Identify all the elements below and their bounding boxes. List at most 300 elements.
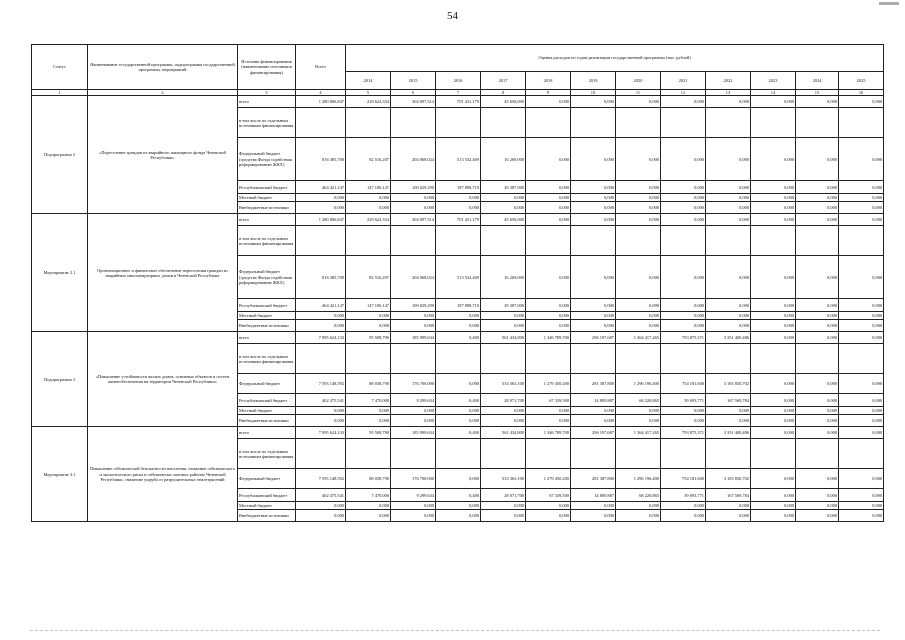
cell-year-value: 9 299,634 — [391, 489, 436, 502]
table-row — [32, 214, 884, 226]
cell-year-value: 0,000 — [706, 415, 751, 427]
cell-year-value: 0,000 — [481, 502, 526, 510]
cell-year-value: 0,000 — [346, 312, 391, 320]
cell-total: 0,000 — [296, 510, 346, 522]
cell-year-value: 0,000 — [796, 96, 839, 108]
cell-year-value — [839, 344, 884, 374]
cell-year-value: 0,000 — [616, 181, 661, 194]
cell-year-value: 0,000 — [616, 214, 661, 226]
cell-year-value: 88 038,790 — [346, 374, 391, 394]
cell-year-value: 0,000 — [661, 96, 706, 108]
cell-year-value: 0,000 — [839, 332, 884, 344]
funding-source: Республиканский бюджет — [238, 489, 296, 502]
cell-year-value: 281 387,800 — [571, 469, 616, 489]
cell-year-value: 67 339,500 — [526, 394, 571, 407]
cell-year-value: 100 029,290 — [391, 181, 436, 194]
cell-year-value — [481, 108, 526, 138]
cell-total: 7 593 148,592 — [296, 374, 346, 394]
column-index: 3 — [238, 90, 296, 96]
cell-year-value: 0,000 — [526, 415, 571, 427]
cell-year-value: 533 363,100 — [481, 374, 526, 394]
cell-year-value: 0,000 — [571, 320, 616, 332]
cell-year-value: 0,000 — [839, 96, 884, 108]
cell-year-value: 185 999,634 — [391, 332, 436, 344]
cell-year-value: 0,000 — [796, 202, 839, 214]
funding-source: Федеральный бюджет (средства Фонда содействия реформированию ЖКХ) — [238, 256, 296, 299]
funding-source: всего — [238, 96, 296, 108]
cell-year-value: 0,000 — [571, 96, 616, 108]
cell-year-value: 0,000 — [661, 415, 706, 427]
cell-year-value: 9 299,634 — [391, 394, 436, 407]
column-index: 15 — [796, 90, 839, 96]
cell-year-value: 0,000 — [526, 312, 571, 320]
table-row — [32, 427, 884, 439]
cell-year-value: 0,000 — [391, 202, 436, 214]
funding-source: Местный бюджет — [238, 407, 296, 415]
cell-year-value: 513 532,469 — [436, 256, 481, 299]
cell-year-value: 0,000 — [839, 489, 884, 502]
cell-year-value: 229 622,354 — [346, 96, 391, 108]
funding-source: всего — [238, 427, 296, 439]
cell-year-value: 0,000 — [481, 407, 526, 415]
cell-year-value: 0,000 — [526, 407, 571, 415]
cell-year-value: 0,000 — [436, 502, 481, 510]
cell-year-value: 0,000 — [796, 312, 839, 320]
cell-year-value — [391, 226, 436, 256]
cell-year-value: 95 508,790 — [346, 427, 391, 439]
cell-total: 1 280 806,847 — [296, 96, 346, 108]
cell-year-value: 1 279 450,200 — [526, 469, 571, 489]
cell-year-value: 701 431,179 — [436, 96, 481, 108]
cell-year-value: 1 296 196,400 — [616, 469, 661, 489]
cell-year-value: 0,000 — [481, 415, 526, 427]
cell-year-value — [346, 439, 391, 469]
cell-year-value: 187 898,710 — [436, 181, 481, 194]
cell-year-value: 0,000 — [436, 374, 481, 394]
cell-year-value: 304 097,314 — [391, 96, 436, 108]
cell-year-value: 0,000 — [616, 312, 661, 320]
cell-year-value: 0,000 — [796, 299, 839, 312]
cell-total: 0,000 — [296, 320, 346, 332]
cell-year-value — [346, 108, 391, 138]
cell-year-value: 0,000 — [839, 320, 884, 332]
cell-year-value — [706, 439, 751, 469]
cell-year-value: 0,000 — [526, 502, 571, 510]
cell-year-value: 0,000 — [839, 202, 884, 214]
cell-year-value: 187 898,710 — [436, 299, 481, 312]
cell-year-value: 68 220,865 — [616, 394, 661, 407]
scan-footer-noise — [30, 630, 880, 633]
cell-year-value: 0,000 — [796, 256, 839, 299]
cell-year-value — [796, 344, 839, 374]
column-index: 14 — [751, 90, 796, 96]
cell-year-value: 0,000 — [751, 320, 796, 332]
scan-corner-mark — [879, 2, 899, 5]
block-name: Организационное и финансовое обеспечение переселения граждан из аварийных многоквартирных домов в Чеченской Республике — [88, 214, 238, 332]
cell-year-value: 0,400 — [436, 394, 481, 407]
cell-year-value: 0,000 — [796, 138, 839, 181]
cell-year-value — [526, 344, 571, 374]
header-year: 2015 — [391, 72, 436, 90]
cell-year-value: 0,000 — [661, 194, 706, 202]
cell-year-value: 0,000 — [391, 312, 436, 320]
cell-year-value: 0,000 — [391, 194, 436, 202]
cell-year-value: 0,000 — [796, 394, 839, 407]
cell-year-value: 0,000 — [571, 181, 616, 194]
cell-year-value — [391, 108, 436, 138]
cell-year-value: 561 434,800 — [481, 332, 526, 344]
cell-year-value: 0,000 — [436, 510, 481, 522]
cell-year-value: 0,000 — [751, 138, 796, 181]
cell-total: 7 995 624,133 — [296, 427, 346, 439]
cell-total — [296, 108, 346, 138]
block-name: «Повышение устойчивости жилых домов, основных объектов и систем жизнеобеспечения на территории Чеченской Республики» — [88, 332, 238, 427]
cell-year-value: 0,000 — [751, 415, 796, 427]
cell-year-value: 296 197,687 — [571, 427, 616, 439]
cell-year-value: 0,000 — [796, 510, 839, 522]
cell-year-value: 281 387,800 — [571, 374, 616, 394]
header-estimate: Оценка расходов по годам реализации государственной программы (тыс. рублей) — [346, 45, 884, 72]
cell-year-value: 0,000 — [839, 469, 884, 489]
cell-year-value: 0,000 — [751, 202, 796, 214]
cell-year-value: 0,000 — [706, 320, 751, 332]
header-year: 2017 — [481, 72, 526, 90]
cell-year-value — [526, 226, 571, 256]
cell-year-value: 793 875,371 — [661, 332, 706, 344]
cell-year-value: 0,000 — [526, 299, 571, 312]
cell-year-value: 0,000 — [481, 510, 526, 522]
cell-total: 0,000 — [296, 502, 346, 510]
cell-year-value: 0,000 — [616, 407, 661, 415]
cell-year-value — [616, 439, 661, 469]
cell-year-value: 67 339,500 — [526, 489, 571, 502]
column-index: 6 — [391, 90, 436, 96]
cell-year-value — [391, 439, 436, 469]
column-index: 8 — [481, 90, 526, 96]
cell-year-value: 0,000 — [616, 299, 661, 312]
header-year: 2018 — [526, 72, 571, 90]
cell-year-value: 0,000 — [616, 256, 661, 299]
cell-year-value: 0,000 — [571, 502, 616, 510]
cell-year-value — [526, 108, 571, 138]
cell-total: 816 385,700 — [296, 138, 346, 181]
cell-year-value: 701 431,179 — [436, 214, 481, 226]
cell-total: 0,000 — [296, 202, 346, 214]
cell-year-value: 0,000 — [481, 202, 526, 214]
cell-year-value: 0,000 — [571, 202, 616, 214]
column-index: 5 — [346, 90, 391, 96]
cell-year-value: 0,000 — [526, 96, 571, 108]
cell-year-value: 0,000 — [751, 489, 796, 502]
cell-year-value — [571, 108, 616, 138]
cell-year-value: 0,000 — [796, 374, 839, 394]
header-year: 2014 — [346, 72, 391, 90]
cell-year-value — [571, 344, 616, 374]
cell-year-value: 0,000 — [751, 374, 796, 394]
cell-year-value: 754 181,600 — [661, 374, 706, 394]
column-index: 2 — [88, 90, 238, 96]
cell-total: 0,000 — [296, 415, 346, 427]
cell-total: 7 995 624,133 — [296, 332, 346, 344]
cell-year-value: 0,000 — [571, 415, 616, 427]
cell-total — [296, 226, 346, 256]
header-year: 2019 — [571, 72, 616, 90]
cell-year-value: 14 809,887 — [571, 489, 616, 502]
cell-year-value: 0,000 — [839, 502, 884, 510]
cell-year-value: 39 693,771 — [661, 489, 706, 502]
cell-year-value: 561 434,800 — [481, 427, 526, 439]
block-status: Подпрограмма 3 — [32, 332, 88, 427]
cell-year-value — [839, 439, 884, 469]
funding-source: Местный бюджет — [238, 502, 296, 510]
cell-total: 464 421,147 — [296, 181, 346, 194]
cell-year-value: 0,000 — [839, 407, 884, 415]
cell-year-value — [796, 108, 839, 138]
cell-year-value: 0,000 — [839, 194, 884, 202]
cell-total: 0,000 — [296, 194, 346, 202]
cell-year-value: 100 029,290 — [391, 299, 436, 312]
cell-year-value — [481, 344, 526, 374]
cell-year-value — [751, 108, 796, 138]
cell-year-value — [616, 226, 661, 256]
cell-year-value — [526, 439, 571, 469]
block-status: Мероприятие 3.1 — [32, 427, 88, 522]
cell-year-value: 176 700,000 — [391, 469, 436, 489]
cell-total: 816 385,700 — [296, 256, 346, 299]
cell-year-value: 0,000 — [661, 214, 706, 226]
cell-year-value: 82 516,207 — [346, 256, 391, 299]
cell-year-value: 0,000 — [526, 320, 571, 332]
cell-year-value: 0,000 — [346, 415, 391, 427]
cell-year-value: 0,000 — [661, 510, 706, 522]
cell-year-value: 229 622,354 — [346, 214, 391, 226]
funding-source: Внебюджетные источники — [238, 510, 296, 522]
header-total: Всего — [296, 45, 346, 90]
header-source: Источник финансирования (наименование источников финансирования) — [238, 45, 296, 90]
cell-year-value: 0,000 — [706, 256, 751, 299]
cell-total: 0,000 — [296, 407, 346, 415]
cell-year-value: 167 569,784 — [706, 489, 751, 502]
cell-year-value: 0,000 — [839, 138, 884, 181]
cell-year-value: 0,000 — [571, 407, 616, 415]
cell-year-value: 793 875,371 — [661, 427, 706, 439]
header-year: 2021 — [661, 72, 706, 90]
cell-year-value — [436, 344, 481, 374]
cell-year-value: 0,000 — [436, 312, 481, 320]
cell-year-value: 0,000 — [391, 415, 436, 427]
cell-year-value: 0,400 — [436, 427, 481, 439]
cell-year-value: 0,000 — [751, 510, 796, 522]
funding-source: в том числе по отдельным источникам финансирования — [238, 108, 296, 138]
cell-year-value — [346, 344, 391, 374]
cell-year-value: 0,000 — [751, 299, 796, 312]
cell-year-value: 0,000 — [391, 320, 436, 332]
funding-source: всего — [238, 214, 296, 226]
block-name: «Переселение граждан из аварийного жилищного фонда Чеченской Республики» — [88, 96, 238, 214]
cell-year-value — [661, 108, 706, 138]
funding-source: Внебюджетные источники — [238, 320, 296, 332]
funding-source: Федеральный бюджет — [238, 469, 296, 489]
cell-year-value: 0,000 — [391, 510, 436, 522]
cell-year-value — [346, 226, 391, 256]
funding-source: Федеральный бюджет — [238, 374, 296, 394]
cell-year-value: 0,000 — [661, 256, 706, 299]
cell-year-value: 0,000 — [796, 489, 839, 502]
cell-year-value: 176 700,000 — [391, 374, 436, 394]
cell-year-value: 29 387,000 — [481, 181, 526, 194]
cell-year-value: 3 351 400,486 — [706, 427, 751, 439]
cell-year-value: 0,000 — [796, 194, 839, 202]
cell-year-value: 45 656,000 — [481, 96, 526, 108]
cell-year-value: 0,000 — [796, 332, 839, 344]
table-row — [32, 96, 884, 108]
cell-total: 7 593 148,592 — [296, 469, 346, 489]
cell-year-value: 0,000 — [391, 502, 436, 510]
block-status: Подпрограмма 2 — [32, 96, 88, 214]
cell-year-value: 0,000 — [706, 214, 751, 226]
cell-year-value: 0,000 — [796, 415, 839, 427]
cell-year-value: 0,000 — [436, 320, 481, 332]
cell-year-value: 0,000 — [436, 469, 481, 489]
header-name: Наименование государственной программы, подпрограммы государственной программы, мероприятий — [88, 45, 238, 90]
cell-year-value: 0,000 — [346, 502, 391, 510]
cell-year-value: 0,000 — [481, 320, 526, 332]
cell-year-value: 0,000 — [571, 256, 616, 299]
cell-year-value: 0,000 — [481, 194, 526, 202]
cell-year-value — [796, 226, 839, 256]
cell-year-value: 147 106,147 — [346, 181, 391, 194]
cell-year-value: 0,000 — [661, 320, 706, 332]
cell-year-value: 0,000 — [616, 202, 661, 214]
cell-year-value: 0,000 — [391, 407, 436, 415]
cell-year-value: 0,000 — [571, 312, 616, 320]
cell-year-value: 0,000 — [839, 214, 884, 226]
cell-year-value: 204 068,024 — [391, 138, 436, 181]
cell-year-value: 0,000 — [616, 194, 661, 202]
cell-year-value: 0,000 — [346, 407, 391, 415]
cell-year-value: 0,000 — [436, 194, 481, 202]
cell-year-value — [661, 226, 706, 256]
cell-year-value: 39 693,771 — [661, 394, 706, 407]
cell-total — [296, 439, 346, 469]
cell-year-value: 0,000 — [706, 407, 751, 415]
cell-year-value — [481, 439, 526, 469]
funding-source: Внебюджетные источники — [238, 202, 296, 214]
cell-year-value: 0,000 — [526, 194, 571, 202]
funding-source: в том числе по отдельным источникам финансирования — [238, 439, 296, 469]
header-year: 2016 — [436, 72, 481, 90]
cell-year-value: 0,000 — [436, 407, 481, 415]
cell-year-value: 0,000 — [661, 181, 706, 194]
cell-year-value: 0,000 — [571, 194, 616, 202]
cell-year-value: 0,000 — [839, 181, 884, 194]
cell-year-value — [616, 108, 661, 138]
cell-year-value — [436, 226, 481, 256]
funding-source: Республиканский бюджет — [238, 299, 296, 312]
cell-year-value — [706, 226, 751, 256]
cell-year-value: 3 183 830,702 — [706, 374, 751, 394]
cell-year-value: 0,000 — [839, 374, 884, 394]
funding-source: Внебюджетные источники — [238, 415, 296, 427]
cell-year-value — [796, 439, 839, 469]
funding-source: Федеральный бюджет (средства Фонда содействия реформированию ЖКХ) — [238, 138, 296, 181]
table-row — [32, 332, 884, 344]
cell-year-value — [706, 108, 751, 138]
cell-year-value: 204 068,024 — [391, 256, 436, 299]
cell-year-value: 82 516,207 — [346, 138, 391, 181]
cell-year-value — [571, 226, 616, 256]
cell-year-value: 0,000 — [751, 194, 796, 202]
cell-year-value: 28 071,700 — [481, 394, 526, 407]
cell-year-value — [661, 439, 706, 469]
cell-year-value: 0,000 — [796, 502, 839, 510]
cell-year-value: 0,400 — [436, 332, 481, 344]
cell-year-value: 0,000 — [661, 407, 706, 415]
cell-year-value: 0,000 — [796, 320, 839, 332]
column-index: 12 — [661, 90, 706, 96]
cell-year-value — [616, 344, 661, 374]
cell-year-value: 0,000 — [706, 194, 751, 202]
cell-year-value — [751, 226, 796, 256]
cell-year-value: 0,000 — [751, 469, 796, 489]
cell-year-value: 0,000 — [839, 299, 884, 312]
cell-year-value — [436, 108, 481, 138]
cell-year-value: 28 071,700 — [481, 489, 526, 502]
cell-year-value: 0,000 — [839, 394, 884, 407]
funding-source: Республиканский бюджет — [238, 394, 296, 407]
cell-year-value: 29 387,000 — [481, 299, 526, 312]
cell-year-value: 304 097,314 — [391, 214, 436, 226]
column-index: 16 — [839, 90, 884, 96]
cell-year-value: 0,000 — [616, 96, 661, 108]
cell-total: 464 421,147 — [296, 299, 346, 312]
cell-year-value — [706, 344, 751, 374]
cell-year-value: 0,000 — [661, 502, 706, 510]
cell-year-value: 0,000 — [661, 138, 706, 181]
cell-year-value: 1 364 417,265 — [616, 427, 661, 439]
cell-total: 0,000 — [296, 312, 346, 320]
cell-year-value: 0,400 — [436, 489, 481, 502]
cell-year-value: 0,000 — [661, 299, 706, 312]
cell-year-value: 0,000 — [839, 312, 884, 320]
column-index: 4 — [296, 90, 346, 96]
cell-year-value: 0,000 — [706, 299, 751, 312]
cell-year-value — [751, 439, 796, 469]
cell-year-value: 0,000 — [751, 427, 796, 439]
cell-year-value: 16 269,000 — [481, 138, 526, 181]
header-status: Статус — [32, 45, 88, 90]
cell-year-value: 1 364 417,265 — [616, 332, 661, 344]
cell-year-value: 0,000 — [616, 138, 661, 181]
header-year: 2024 — [796, 72, 839, 90]
cell-year-value: 0,000 — [436, 202, 481, 214]
cell-year-value: 95 508,790 — [346, 332, 391, 344]
header-year: 2025 — [839, 72, 884, 90]
header-year: 2023 — [751, 72, 796, 90]
cell-year-value: 0,000 — [526, 510, 571, 522]
cell-year-value: 147 106,147 — [346, 299, 391, 312]
cell-year-value: 0,000 — [706, 96, 751, 108]
cell-year-value: 0,000 — [616, 502, 661, 510]
cell-year-value — [571, 439, 616, 469]
cell-year-value: 0,000 — [839, 427, 884, 439]
cell-year-value: 1 346 789,700 — [526, 427, 571, 439]
funding-source: Республиканский бюджет — [238, 181, 296, 194]
cell-year-value: 0,000 — [346, 194, 391, 202]
cell-year-value: 0,000 — [526, 181, 571, 194]
cell-year-value: 296 197,687 — [571, 332, 616, 344]
cell-year-value — [481, 226, 526, 256]
